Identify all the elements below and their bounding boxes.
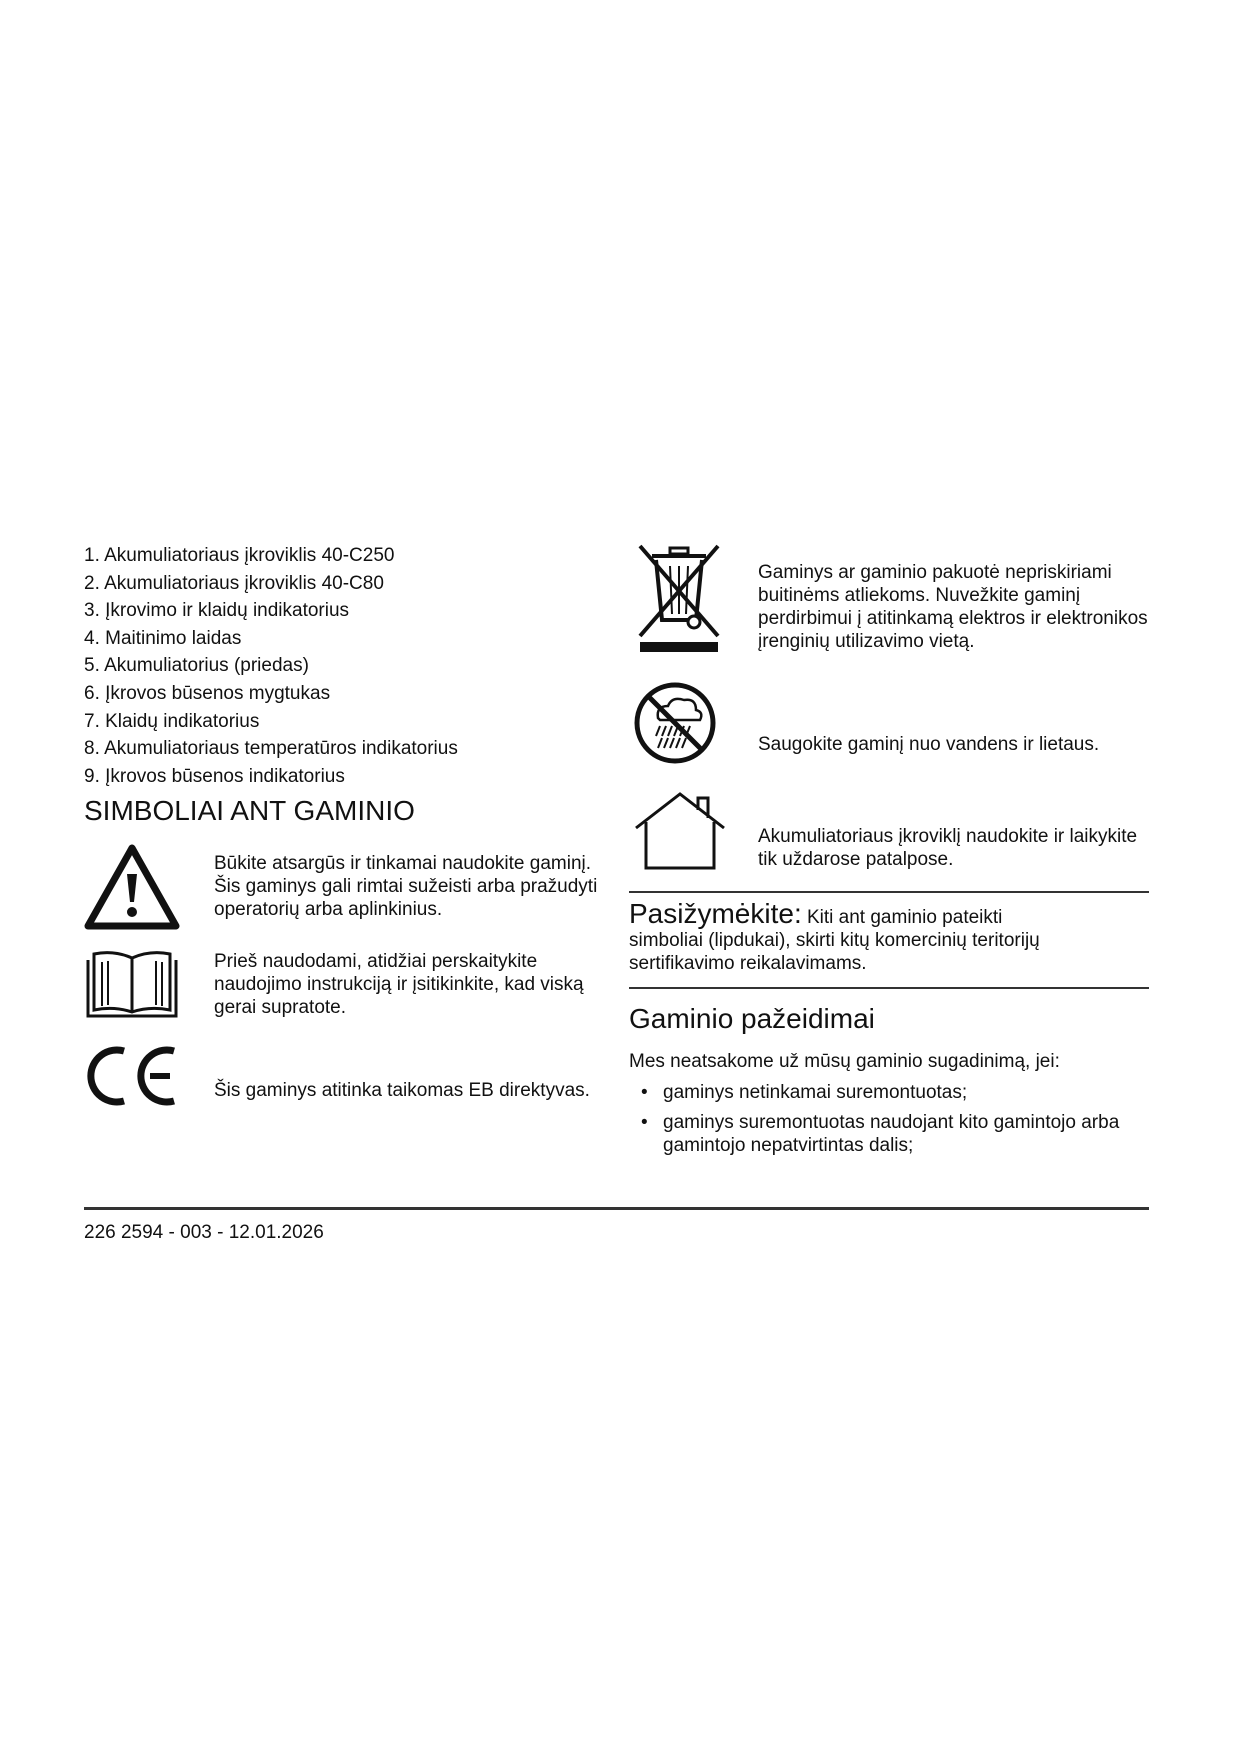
footer-doc-number: 226 2594 - 003 - 12.01.2026 [84, 1222, 324, 1243]
parts-list-item: 1. Akumuliatoriaus įkroviklis 40-C250 [84, 545, 395, 566]
rain-symbol-text: Saugokite gaminį nuo vandens ir lietaus. [758, 734, 1100, 755]
damage-bullet-list [629, 1081, 1129, 1164]
footer-divider [84, 1207, 1149, 1210]
parts-list [84, 542, 624, 790]
damage-bullet-text: gaminys netinkamai suremontuotas; [663, 1082, 968, 1103]
house-icon [632, 790, 728, 872]
note-text: Kiti ant gaminio pateikti simboliai (lipdukai), skirti kitų komercinių teritorijų sertifikavimo reikalavimams. [629, 907, 1040, 974]
note-paragraph [629, 899, 1079, 975]
manual-symbol-text: Prieš naudodami, atidžiai perskaitykite naudojimo instrukciją ir įsitikinkite, kad viską gerai supratote. [214, 951, 584, 1018]
weee-symbol-text: Gaminys ar gaminio pakuotė nepriskiriami buitinėms atliekoms. Nuvežkite gaminį perdirbimui į atitinkamą elektros ir elektronikos įrenginių utilizavimo vietą. [758, 562, 1148, 652]
parts-list-item: 3. Įkrovimo ir klaidų indikatorius [84, 600, 350, 622]
symbols-section-title: SIMBOLIAI ANT GAMINIO [84, 795, 415, 826]
crossed-out-bin-icon [636, 544, 722, 654]
parts-list-item: 2. Akumuliatoriaus įkroviklis 40-C80 [84, 572, 384, 594]
damage-intro: Mes neatsakome už mūsų gaminio sugadinimą, jei: [629, 1051, 1060, 1072]
parts-list-item: 5. Akumuliatorius (priedas) [84, 655, 309, 677]
section-divider [629, 891, 1149, 893]
open-book-icon [84, 948, 180, 1020]
no-rain-icon [632, 680, 718, 766]
list-item: • gaminys suremontuotas naudojant kito gamintojo arba gamintojo nepatvirtintas dalis; [641, 1112, 1120, 1156]
section-divider [629, 987, 1149, 989]
damage-bullet-text: gaminys suremontuotas naudojant kito gamintojo arba gamintojo nepatvirtintas dalis; [663, 1112, 1120, 1156]
warning-symbol-text: Būkite atsargūs ir tinkamai naudokite gaminį. Šis gaminys gali rimtai sužeisti arba pražudyti operatorių arba aplinkinius. [214, 853, 598, 920]
warning-triangle-icon [84, 844, 180, 930]
indoor-symbol-text: Akumuliatoriaus įkroviklį naudokite ir laikykite tik uždarose patalpose. [758, 826, 1138, 870]
note-lead: Pasižymėkite: [629, 898, 802, 929]
parts-list-item: 4. Maitinimo laidas [84, 627, 242, 649]
ce-mark-icon [84, 1043, 180, 1109]
parts-list-item: 9. Įkrovos būsenos indikatorius [84, 765, 345, 787]
damage-section-title: Gaminio pažeidimai [629, 1003, 875, 1034]
parts-list-item: 6. Įkrovos būsenos mygtukas [84, 682, 331, 704]
parts-list-item: 7. Klaidų indikatorius [84, 710, 260, 732]
parts-list-item: 8. Akumuliatoriaus temperatūros indikatorius [84, 738, 458, 760]
list-item: • gaminys netinkamai suremontuotas; [641, 1082, 968, 1103]
ce-symbol-text: Šis gaminys atitinka taikomas EB direktyvas. [214, 1080, 590, 1101]
